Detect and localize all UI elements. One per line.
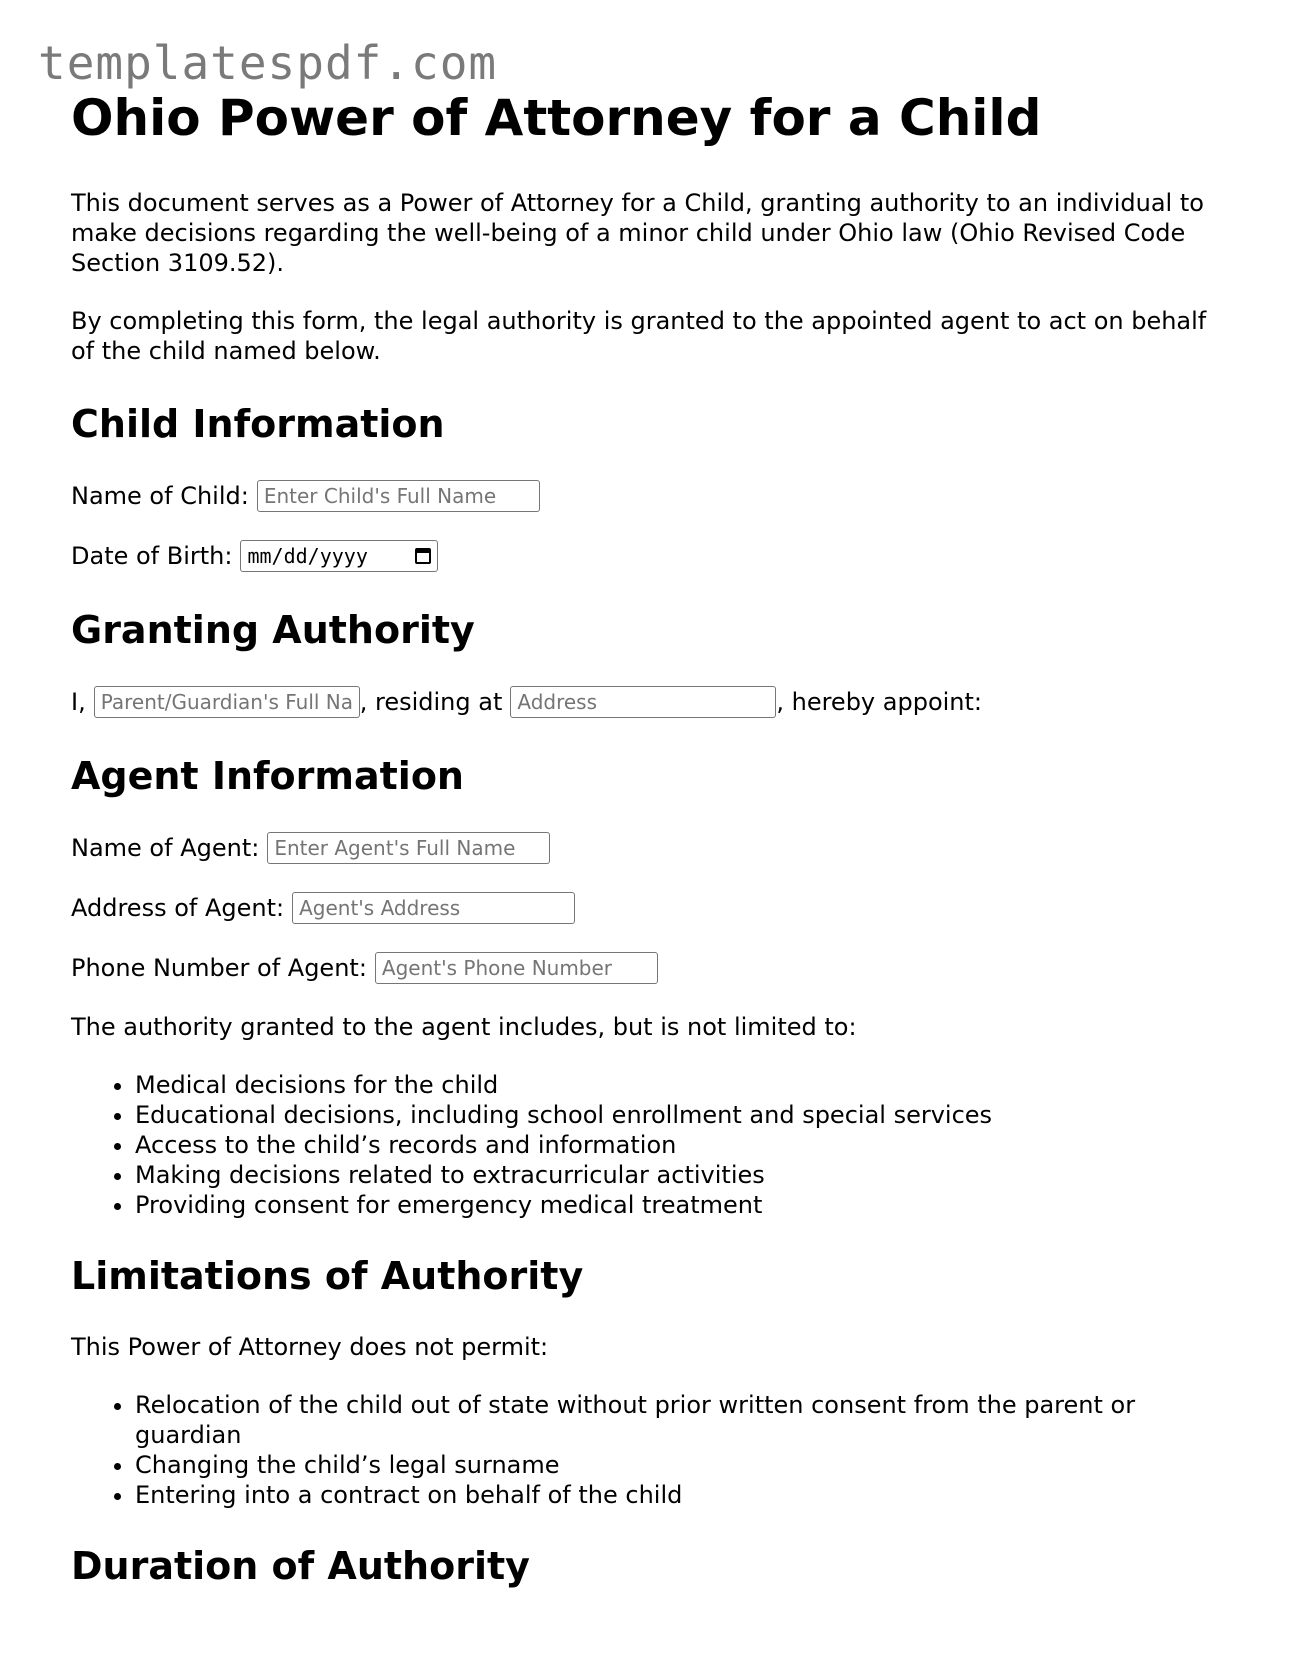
list-item: • Medical decisions for the child [135,1070,1231,1100]
agent-address-input[interactable] [292,892,575,924]
list-item: • Providing consent for emergency medical treatment [135,1190,1231,1220]
guardian-address-input[interactable] [510,686,776,718]
granting-prefix: I, [71,688,86,716]
child-name-label: Name of Child: [71,482,249,510]
list-item: • Relocation of the child out of state without prior written consent from the parent or guardian [135,1390,1231,1450]
agent-name-input[interactable] [267,832,550,864]
granting-middle: , residing at [359,688,503,716]
dob-placeholder: mm/dd/yyyy [247,544,368,568]
granting-suffix: , hereby appoint: [776,688,982,716]
authority-list [71,1070,1231,1220]
child-dob-input[interactable] [240,540,438,572]
duration-heading: Duration of Authority [71,1544,530,1588]
page-title: Ohio Power of Attorney for a Child [71,89,1042,147]
calendar-icon[interactable] [415,548,431,564]
agent-phone-row [71,952,1231,984]
child-name-input[interactable] [257,480,540,512]
limitations-intro: This Power of Attorney does not permit: [71,1333,549,1361]
authority-intro: The authority granted to the agent includes, but is not limited to: [71,1013,857,1041]
list-item: • Educational decisions, including school enrollment and special services [135,1100,1231,1130]
child-dob-row [71,540,1231,572]
guardian-name-input[interactable] [94,686,360,718]
granting-authority-heading: Granting Authority [71,608,475,652]
agent-address-row [71,892,1231,924]
list-item: • Changing the child’s legal surname [135,1450,1231,1480]
document-page [71,88,1231,1622]
child-dob-label: Date of Birth: [71,542,233,570]
watermark: templatespdf.com [38,36,498,90]
agent-address-label: Address of Agent: [71,894,285,922]
limitations-list [71,1390,1231,1510]
list-item: • Making decisions related to extracurricular activities [135,1160,1231,1190]
agent-information-heading: Agent Information [71,754,464,798]
list-item: • Entering into a contract on behalf of the child [135,1480,1231,1510]
list-item: • Access to the child’s records and information [135,1130,1231,1160]
agent-name-row [71,832,1231,864]
intro-paragraph-2: By completing this form, the legal authority is granted to the appointed agent to act on behalf of the child named below. [71,307,1207,365]
intro-paragraph-1: This document serves as a Power of Attorney for a Child, granting authority to an individual to make decisions regarding the well-being of a minor child under Ohio law (Ohio Revised Code Section 3109.52). [71,189,1204,277]
limitations-heading: Limitations of Authority [71,1254,584,1298]
granting-row [71,686,1231,718]
agent-name-label: Name of Agent: [71,834,260,862]
agent-phone-input[interactable] [375,952,658,984]
child-name-row [71,480,1231,512]
child-information-heading: Child Information [71,402,445,446]
agent-phone-label: Phone Number of Agent: [71,954,367,982]
